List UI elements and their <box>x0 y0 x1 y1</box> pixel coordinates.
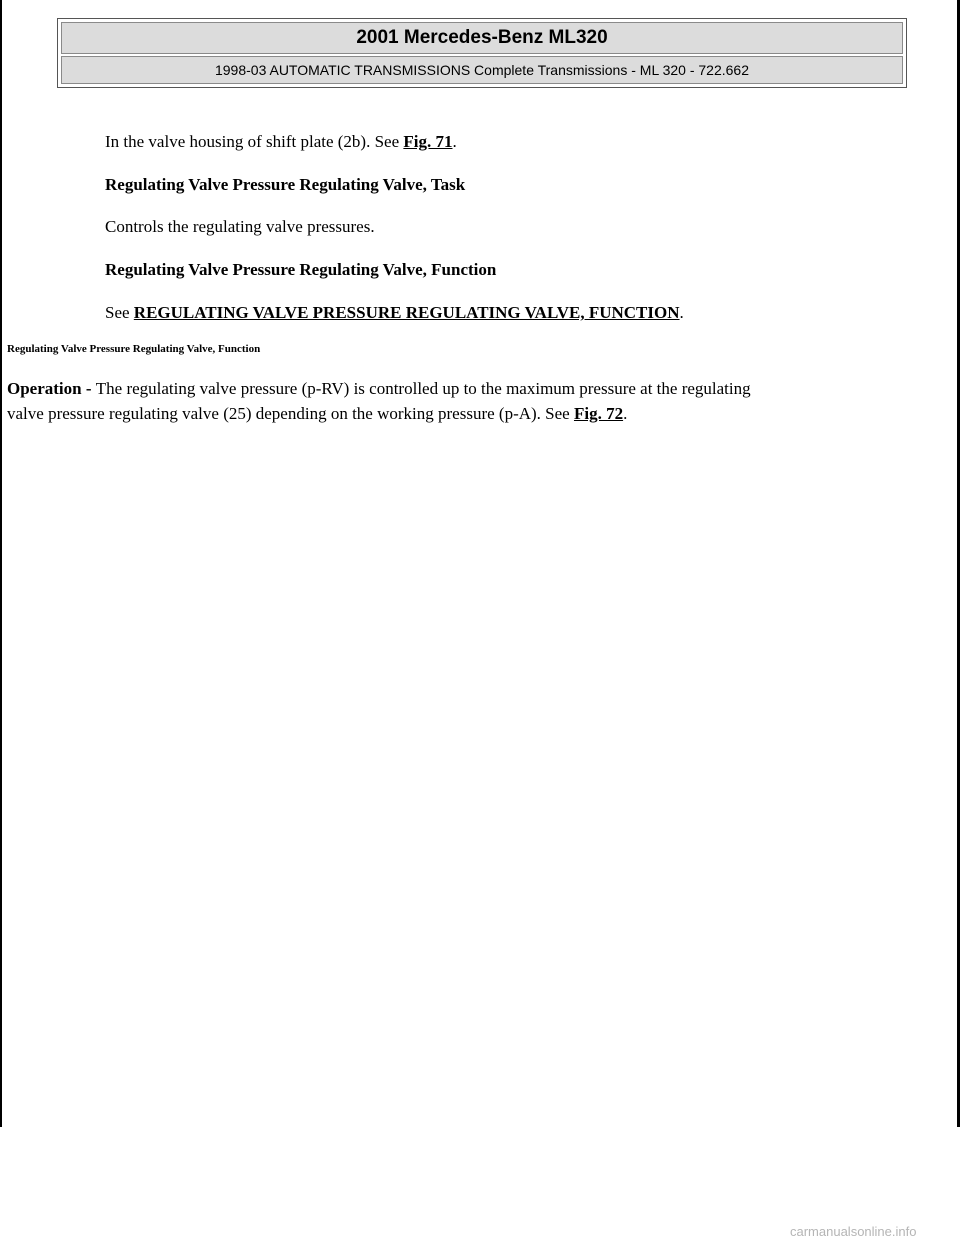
heading-function-text: Regulating Valve Pressure Regulating Valve, Function <box>105 260 497 279</box>
fig-72-link[interactable]: Fig. 72 <box>573 404 624 423</box>
page-border-left <box>0 0 2 1127</box>
paragraph-controls: Controls the regulating valve pressures. <box>105 217 375 236</box>
fig-71-link[interactable]: Fig. 71 <box>403 132 453 151</box>
paragraph-period: . <box>623 404 628 423</box>
document-subtitle: 1998-03 AUTOMATIC TRANSMISSIONS Complete Transmissions - ML 320 - 722.662 <box>61 56 903 84</box>
paragraph-operation-line-2 <box>7 401 627 426</box>
section-heading: Regulating Valve Pressure Regulating Valve, Function <box>7 343 261 355</box>
paragraph-see-function <box>105 300 684 325</box>
function-section-link[interactable]: REGULATING VALVE PRESSURE REGULATING VALVE, FUNCTION <box>133 303 680 322</box>
heading-function <box>105 257 496 282</box>
document-title: 2001 Mercedes-Benz ML320 <box>61 22 903 54</box>
paragraph-operation-line-1 <box>7 376 751 401</box>
heading-task <box>105 172 465 197</box>
paragraph-text: In the valve housing of shift plate (2b). See <box>105 132 404 151</box>
site-watermark: carmanualsonline.info <box>790 1224 917 1239</box>
operation-text: valve pressure regulating valve (25) depending on the working pressure (p-A). See <box>7 404 574 423</box>
operation-label: Operation - <box>7 379 96 398</box>
paragraph-period: . <box>679 303 684 322</box>
heading-task-text: Regulating Valve Pressure Regulating Valve, Task <box>105 175 466 194</box>
paragraph-period: . <box>452 132 457 151</box>
document-header <box>57 18 907 88</box>
paragraph-text: See <box>105 303 134 322</box>
operation-text: The regulating valve pressure (p-RV) is controlled up to the maximum pressure at the regulating <box>95 379 751 398</box>
paragraph-valve-housing <box>105 129 457 154</box>
